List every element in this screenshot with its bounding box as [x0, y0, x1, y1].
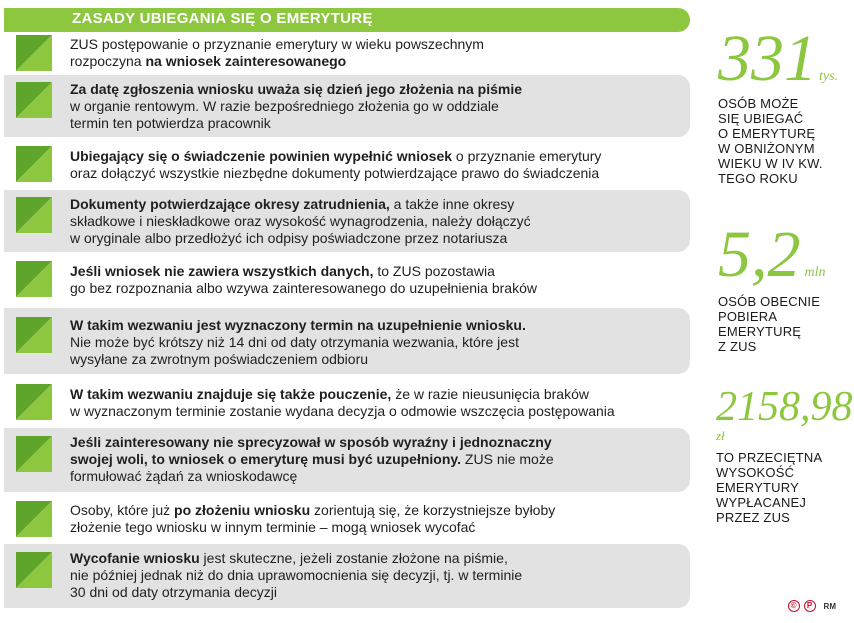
credit-footer: [788, 600, 836, 612]
green-corner-icon: [16, 82, 52, 118]
green-corner-icon: [16, 501, 52, 537]
rule-text-segment: a także inne okresy: [389, 196, 515, 212]
rule-text-segment: W takim wezwaniu jest wyznaczony termin na uzupełnienie wniosku.: [70, 317, 526, 333]
stat-caption-line: WYPŁACANEJ: [716, 495, 807, 510]
stat-caption-line: WIEKU W IV KW.: [718, 156, 823, 171]
stat-number: 2158,98: [716, 384, 853, 430]
rule-text-1: [70, 36, 676, 70]
stat-caption-line: O EMERYTURĘ: [718, 126, 816, 141]
rule-row-2: [4, 75, 690, 137]
stat-caption-line: Z ZUS: [718, 339, 757, 354]
rule-text-segment: go bez rozpoznania albo wzywa zainteresowanego do uzupełnienia braków: [70, 280, 537, 296]
green-corner-icon: [16, 261, 52, 297]
stat-caption-line: EMERYTURĘ: [718, 324, 802, 339]
rule-text-segment: rozpoczyna: [70, 53, 146, 69]
rule-text-6: [70, 317, 676, 368]
rule-text-segment: formułować żądań za wnioskodawcę: [70, 468, 298, 484]
green-corner-icon: [16, 197, 52, 233]
stat-3: [716, 386, 853, 444]
rule-text-segment: termin ten potwierdza pracownik: [70, 115, 271, 131]
p-mark-icon: P: [804, 600, 816, 612]
green-corner-icon: [16, 146, 52, 182]
rule-text-segment: ZUS postępowanie o przyznanie emerytury w wieku powszechnym: [70, 36, 484, 52]
rule-row-10: [4, 544, 690, 608]
stat-unit: tys.: [819, 69, 839, 84]
stat-caption-line: POBIERA: [718, 309, 778, 324]
rule-text-segment: w oryginale albo przedłożyć ich odpisy poświadczone przez notariusza: [70, 230, 508, 246]
rule-text-segment: swojej woli, to wniosek o emeryturę musi być uzupełniony.: [70, 451, 462, 467]
rule-text-segment: W takim wezwaniu znajduje się także pouczenie,: [70, 386, 392, 402]
rule-text-segment: w organie rentowym. W razie bezpośredniego złożenia go w oddziale: [70, 98, 499, 114]
rule-text-3: [70, 148, 676, 182]
rule-text-9: [70, 502, 676, 536]
rule-row-3: [4, 141, 690, 187]
rule-text-segment: w wyznaczonym terminie zostanie wydana decyzja o odmowie wszczęcia postępowania: [70, 403, 615, 419]
rule-text-segment: na wniosek zainteresowanego: [145, 53, 347, 69]
rule-text-segment: Wycofanie wniosku: [70, 550, 200, 566]
stat-caption-line: TEGO ROKU: [718, 171, 798, 186]
rule-text-7: [70, 386, 676, 420]
rule-text-segment: Za datę zgłoszenia wniosku uważa się dzień jego złożenia na piśmie: [70, 81, 522, 97]
rule-text-segment: o przyznanie emerytury: [452, 148, 602, 164]
green-corner-icon: [16, 384, 52, 420]
rule-text-segment: że w razie nieusunięcia braków: [391, 386, 589, 402]
credit-text: RM: [823, 601, 836, 611]
stat-caption-line: PRZEZ ZUS: [716, 510, 791, 525]
header-bar: [4, 8, 690, 32]
rule-text-segment: Dokumenty potwierdzające okresy zatrudnienia,: [70, 196, 390, 212]
rule-text-8: [70, 434, 676, 485]
stat-caption-1: [718, 96, 823, 186]
stat-unit: mln: [804, 265, 826, 280]
rule-text-segment: oraz dołączyć wszystkie niezbędne dokumenty potwierdzające prawo do świadczenia: [70, 165, 600, 181]
stat-2: [718, 218, 826, 291]
rule-row-1: [4, 33, 690, 73]
stat-unit: zł: [716, 428, 725, 443]
rule-text-segment: 30 dni od daty otrzymania decyzji: [70, 584, 277, 600]
stat-caption-3: [716, 450, 822, 525]
rule-text-segment: złożenie tego wniosku w innym terminie – mogą wniosek wycofać: [70, 519, 476, 535]
green-corner-icon: [16, 317, 52, 353]
rule-row-5: [4, 256, 690, 302]
rule-text-4: [70, 196, 676, 247]
stat-caption-line: TO PRZECIĘTNA: [716, 450, 823, 465]
rule-text-segment: Jeśli zainteresowany nie sprecyzował w sposób wyraźny i jednoznaczny: [70, 434, 552, 450]
rule-text-segment: zorientują się, że korzystniejsze byłoby: [310, 502, 556, 518]
green-corner-icon: [16, 552, 52, 588]
rule-row-6: [4, 308, 690, 374]
rule-text-segment: nie później jednak niż do dnia uprawomocnienia się decyzji, tj. w terminie: [70, 567, 523, 583]
rule-text-segment: ZUS nie może: [461, 451, 554, 467]
rule-text-segment: to ZUS pozostawia: [373, 263, 495, 279]
rule-text-5: [70, 263, 676, 297]
rule-row-7: [4, 379, 690, 425]
stat-caption-line: OSÓB MOŻE: [718, 96, 799, 111]
stat-number: 5,2: [718, 218, 801, 291]
stat-caption-line: EMERYTURY: [716, 480, 799, 495]
copyright-icon: ©: [788, 600, 800, 612]
stat-caption-line: W OBNIŻONYM: [718, 141, 815, 156]
rule-text-10: [70, 550, 676, 601]
rule-text-segment: Ubiegający się o świadczenie powinien wypełnić wniosek: [70, 148, 453, 164]
green-corner-icon: [16, 436, 52, 472]
rule-text-segment: jest skuteczne, jeżeli zostanie złożone na piśmie,: [199, 550, 508, 566]
header-title: ZASADY UBIEGANIA SIĘ O EMERYTURĘ: [72, 10, 373, 27]
stat-1: [718, 22, 839, 95]
rule-row-4: [4, 190, 690, 252]
rule-row-9: [4, 496, 690, 542]
stat-number: 331: [718, 22, 817, 95]
stat-caption-line: WYSOKOŚĆ: [716, 465, 795, 480]
stat-caption-line: SIĘ UBIEGAĆ: [718, 111, 804, 126]
stat-caption-line: OSÓB OBECNIE: [718, 294, 821, 309]
rule-text-2: [70, 81, 676, 132]
rule-text-segment: Osoby, które już: [70, 502, 175, 518]
rule-text-segment: Jeśli wniosek nie zawiera wszystkich danych,: [70, 263, 374, 279]
rule-row-8: [4, 428, 690, 492]
green-corner-icon: [16, 35, 52, 71]
stat-caption-2: [718, 294, 820, 354]
rule-text-segment: po złożeniu wniosku: [174, 502, 311, 518]
rule-text-segment: składkowe i nieskładkowe oraz wysokość wynagrodzenia, należy dołączyć: [70, 213, 531, 229]
rule-text-segment: wysyłane za zwrotnym poświadczeniem odbioru: [70, 351, 369, 367]
rule-text-segment: Nie może być krótszy niż 14 dni od daty otrzymania wezwania, które jest: [70, 334, 519, 350]
